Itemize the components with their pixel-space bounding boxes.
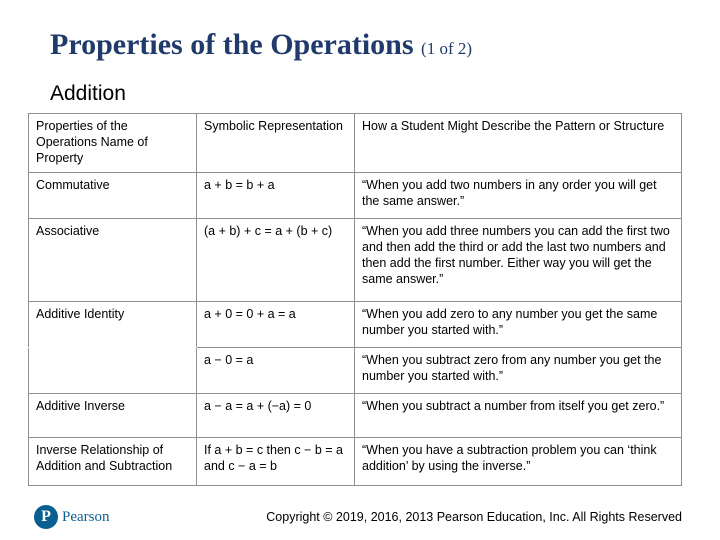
property-name: Associative (29, 219, 197, 302)
properties-table (28, 113, 682, 486)
pearson-logo-icon: P (34, 505, 58, 529)
property-description: “When you subtract zero from any number you get the number you started with.” (355, 348, 682, 394)
slide-title (50, 28, 472, 62)
property-description: “When you have a subtraction problem you can ‘think addition’ by using the inverse.” (355, 438, 682, 486)
property-symbolic: a − a = a + (−a) = 0 (197, 394, 355, 438)
property-symbolic: a − 0 = a (197, 348, 355, 394)
table-row (29, 173, 682, 219)
table-row (29, 394, 682, 438)
property-description: “When you add zero to any number you get the same number you started with.” (355, 302, 682, 348)
header-description: How a Student Might Describe the Pattern or Structure (355, 114, 682, 173)
header-name: Properties of the Operations Name of Property (29, 114, 197, 173)
header-symbolic: Symbolic Representation (197, 114, 355, 173)
copyright-notice: Copyright © 2019, 2016, 2013 Pearson Education, Inc. All Rights Reserved (266, 510, 682, 524)
property-name: Additive Identity (29, 302, 197, 348)
property-name (29, 348, 197, 394)
pearson-logo-text: Pearson (62, 508, 110, 525)
property-name: Inverse Relationship of Addition and Subtraction (29, 438, 197, 486)
property-name: Additive Inverse (29, 394, 197, 438)
table-row (29, 348, 682, 394)
slide-title-text: Properties of the Operations (50, 28, 414, 61)
property-symbolic: (a + b) + c = a + (b + c) (197, 219, 355, 302)
property-name: Commutative (29, 173, 197, 219)
table-row (29, 302, 682, 348)
property-description: “When you add three numbers you can add the first two and then add the third or add the last two numbers and then add the first number. Either way you will get the same answer.” (355, 219, 682, 302)
pearson-logo (34, 505, 110, 529)
property-symbolic: If a + b = c then c − b = a and c − a = b (197, 438, 355, 486)
table-row (29, 219, 682, 302)
property-symbolic: a + 0 = 0 + a = a (197, 302, 355, 348)
section-heading: Addition (50, 82, 126, 105)
property-symbolic: a + b = b + a (197, 173, 355, 219)
slide-title-suffix: (1 of 2) (421, 39, 473, 58)
property-description: “When you subtract a number from itself you get zero.” (355, 394, 682, 438)
property-description: “When you add two numbers in any order you will get the same answer.” (355, 173, 682, 219)
table-row (29, 438, 682, 486)
table-header-row (29, 114, 682, 173)
